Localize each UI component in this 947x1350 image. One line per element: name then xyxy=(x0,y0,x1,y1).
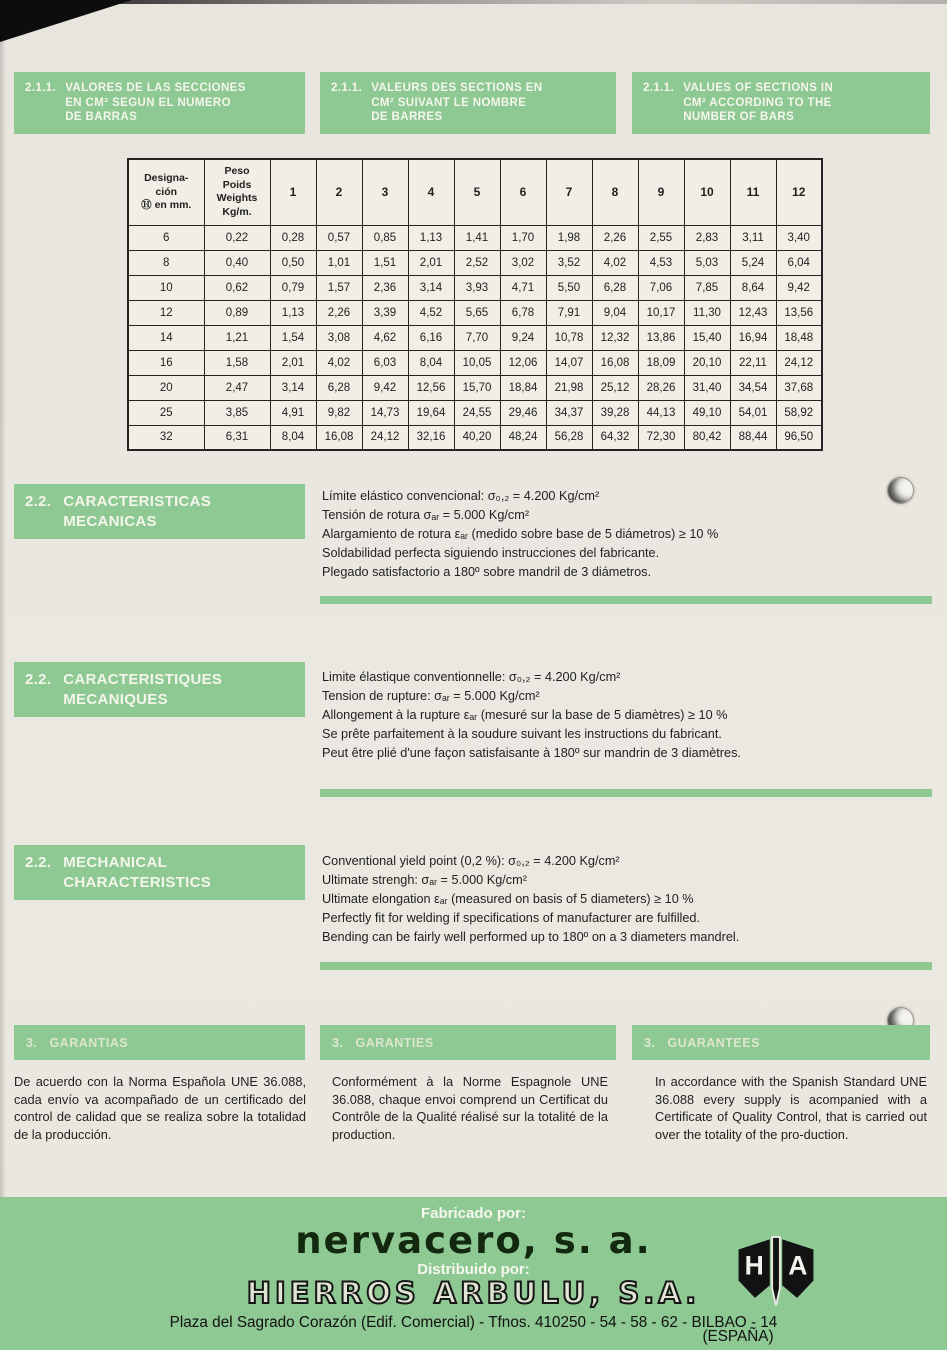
weight-cell: 0,40 xyxy=(204,250,270,275)
mech-label-en xyxy=(14,845,305,900)
bar-count-header: 1 xyxy=(270,159,316,225)
manufacturer-logotype: nervacero, s. a. xyxy=(295,1219,652,1262)
section-value-cell: 24,12 xyxy=(776,350,822,375)
section-value-cell: 9,82 xyxy=(316,400,362,425)
green-divider xyxy=(320,962,932,970)
table-row xyxy=(128,375,822,400)
section-value-cell: 0,85 xyxy=(362,225,408,250)
header-line: VALEURS DES SECTIONS EN xyxy=(371,82,543,94)
designation-cell: 8 xyxy=(128,250,204,275)
weight-cell: 0,22 xyxy=(204,225,270,250)
designation-cell: 12 xyxy=(128,300,204,325)
designation-header-line: Ⓗ en mm. xyxy=(141,199,192,211)
header-line: NUMBER OF BARS xyxy=(683,111,795,123)
bar-count-header: 11 xyxy=(730,159,776,225)
table-row xyxy=(128,350,822,375)
bar-count-header: 2 xyxy=(316,159,362,225)
section-value-cell: 18,48 xyxy=(776,325,822,350)
table-row xyxy=(128,400,822,425)
mech-line: Conventional yield point (0,2 %): σ₀,₂ = 4.200 Kg/cm² xyxy=(322,854,620,868)
section-value-cell: 21,98 xyxy=(546,375,592,400)
designation-cell: 20 xyxy=(128,375,204,400)
section-value-cell: 9,42 xyxy=(776,275,822,300)
guarantee-title: GUARANTEES xyxy=(667,1035,760,1050)
section-value-cell: 4,02 xyxy=(316,350,362,375)
designation-header xyxy=(128,159,204,225)
section-number: 2.2. xyxy=(25,493,52,510)
scan-left-edge xyxy=(0,0,6,1350)
section-value-cell: 2,55 xyxy=(638,225,684,250)
section-value-cell: 8,64 xyxy=(730,275,776,300)
section-value-cell: 10,17 xyxy=(638,300,684,325)
table-header-row xyxy=(128,159,822,225)
sections-table-wrap xyxy=(127,158,823,451)
table-row xyxy=(128,325,822,350)
section-value-cell: 14,73 xyxy=(362,400,408,425)
mech-title-line: CARACTERISTICAS xyxy=(63,493,212,510)
section-value-cell: 9,42 xyxy=(362,375,408,400)
section-value-cell: 34,37 xyxy=(546,400,592,425)
section-value-cell: 5,24 xyxy=(730,250,776,275)
distribuido-label: Distribuido por: xyxy=(417,1261,530,1278)
section-value-cell: 0,50 xyxy=(270,250,316,275)
table-row xyxy=(128,275,822,300)
header-line: DE BARRAS xyxy=(65,111,138,123)
section-value-cell: 14,07 xyxy=(546,350,592,375)
section-value-cell: 2,26 xyxy=(316,300,362,325)
section-value-cell: 7,06 xyxy=(638,275,684,300)
green-divider xyxy=(320,596,932,604)
section-value-cell: 31,40 xyxy=(684,375,730,400)
section-value-cell: 5,65 xyxy=(454,300,500,325)
weight-header-line: Peso xyxy=(224,165,250,178)
designation-header-line: Designa- xyxy=(144,172,189,184)
section-value-cell: 3,93 xyxy=(454,275,500,300)
distributor-logotype: HIERROS ARBULU, S.A. xyxy=(246,1276,701,1310)
guarantee-paragraph-fr: Conformément à la Norme Espagnole UNE 36.088, chaque envoi comprend un Certificat du Contrôle de la Qualité réalisé sur la totalité de la production. xyxy=(332,1074,608,1142)
section-value-cell: 24,12 xyxy=(362,425,408,450)
header-line: VALORES DE LAS SECCIONES xyxy=(65,82,246,94)
guarantee-header-fr xyxy=(320,1025,616,1060)
section-value-cell: 37,68 xyxy=(776,375,822,400)
mech-line: Alargamiento de rotura εₐᵣ (medido sobre base de 5 diámetros) ≥ 10 % xyxy=(322,527,719,541)
guarantee-header-es xyxy=(14,1025,305,1060)
weight-cell: 1,21 xyxy=(204,325,270,350)
section-value-cell: 1,41 xyxy=(454,225,500,250)
section-value-cell: 8,04 xyxy=(408,350,454,375)
bar-count-header: 5 xyxy=(454,159,500,225)
mech-label-es xyxy=(14,484,305,539)
mech-line: Peut être plié d'une façon satisfaisante à 180º sur mandrin de 3 diamètres. xyxy=(322,746,741,760)
weight-cell: 6,31 xyxy=(204,425,270,450)
section-value-cell: 6,28 xyxy=(592,275,638,300)
section-value-cell: 3,52 xyxy=(546,250,592,275)
section-number: 3. xyxy=(644,1035,656,1050)
mech-line: Plegado satisfactorio a 180º sobre mandril de 3 diámetros. xyxy=(322,565,652,579)
section-value-cell: 40,20 xyxy=(454,425,500,450)
bar-count-header: 8 xyxy=(592,159,638,225)
section-value-cell: 32,16 xyxy=(408,425,454,450)
section-value-cell: 3,08 xyxy=(316,325,362,350)
designation-cell: 32 xyxy=(128,425,204,450)
weight-header xyxy=(204,159,270,225)
section-value-cell: 9,04 xyxy=(592,300,638,325)
section-value-cell: 2,52 xyxy=(454,250,500,275)
bar-count-header: 7 xyxy=(546,159,592,225)
section-value-cell: 22,11 xyxy=(730,350,776,375)
section-value-cell: 7,70 xyxy=(454,325,500,350)
weight-cell: 1,58 xyxy=(204,350,270,375)
section-value-cell: 29,46 xyxy=(500,400,546,425)
designation-cell: 16 xyxy=(128,350,204,375)
section-value-cell: 1,70 xyxy=(500,225,546,250)
section-header-lines xyxy=(683,81,833,134)
section-value-cell: 9,24 xyxy=(500,325,546,350)
section-value-cell: 4,53 xyxy=(638,250,684,275)
section-value-cell: 5,03 xyxy=(684,250,730,275)
emblem-letter-a: A xyxy=(788,1250,808,1281)
section-value-cell: 3,02 xyxy=(500,250,546,275)
footer-band xyxy=(0,1197,947,1350)
mech-line: Soldabilidad perfecta siguiendo instrucciones del fabricante. xyxy=(322,546,660,560)
header-line: DE BARRES xyxy=(371,111,443,123)
weight-header-line: Poids xyxy=(222,178,252,191)
mech-line: Ultimate strengh: σₐᵣ = 5.000 Kg/cm² xyxy=(322,873,527,887)
section-value-cell: 18,84 xyxy=(500,375,546,400)
section-header-en xyxy=(632,72,930,134)
table-row xyxy=(128,425,822,450)
guarantee-title: GARANTIES xyxy=(355,1035,434,1050)
green-divider xyxy=(320,789,932,797)
section-value-cell: 3,11 xyxy=(730,225,776,250)
section-value-cell: 6,78 xyxy=(500,300,546,325)
section-value-cell: 4,52 xyxy=(408,300,454,325)
table-row xyxy=(128,300,822,325)
section-value-cell: 96,50 xyxy=(776,425,822,450)
section-value-cell: 8,04 xyxy=(270,425,316,450)
weight-cell: 3,85 xyxy=(204,400,270,425)
section-value-cell: 7,91 xyxy=(546,300,592,325)
emblem-letter-h: H xyxy=(744,1250,764,1281)
sections-table xyxy=(127,158,823,451)
section-header-fr xyxy=(320,72,616,134)
hierros-arbulu-emblem-icon xyxy=(737,1235,815,1317)
mech-line: Tensión de rotura σₐᵣ = 5.000 Kg/cm² xyxy=(322,508,530,522)
section-value-cell: 12,43 xyxy=(730,300,776,325)
guarantee-paragraph-es: De acuerdo con la Norma Española UNE 36.088, cada envío va acompañado de un certificado del control de calidad que se realiza sobre la totalidad de la producción. xyxy=(14,1074,306,1142)
section-value-cell: 6,16 xyxy=(408,325,454,350)
mech-title-line: MECANIQUES xyxy=(63,690,168,708)
section-value-cell: 1,01 xyxy=(316,250,362,275)
section-value-cell: 2,01 xyxy=(408,250,454,275)
section-value-cell: 6,04 xyxy=(776,250,822,275)
address-line: Plaza del Sagrado Corazón (Edif. Comercial) - Tfnos. 410250 - 54 - 58 - 62 - BILBAO - 14 xyxy=(169,1314,778,1331)
section-value-cell: 12,32 xyxy=(592,325,638,350)
section-header-lines xyxy=(65,81,246,134)
mech-title xyxy=(63,492,211,539)
section-value-cell: 39,28 xyxy=(592,400,638,425)
section-value-cell: 34,54 xyxy=(730,375,776,400)
designation-cell: 14 xyxy=(128,325,204,350)
mech-text-en xyxy=(322,852,936,947)
designation-header-line: ción xyxy=(155,185,178,198)
mech-label-fr xyxy=(14,662,305,717)
section-value-cell: 48,24 xyxy=(500,425,546,450)
section-value-cell: 11,30 xyxy=(684,300,730,325)
section-number: 2.1.1. xyxy=(331,82,363,94)
header-line: EN CM² SEGUN EL NUMERO xyxy=(65,96,231,109)
section-value-cell: 54,01 xyxy=(730,400,776,425)
section-value-cell: 10,78 xyxy=(546,325,592,350)
mech-title xyxy=(63,853,211,900)
guarantee-header-en xyxy=(632,1025,930,1060)
designation-cell: 25 xyxy=(128,400,204,425)
fabricado-label: Fabricado por: xyxy=(420,1205,526,1222)
weight-header-line: Kg/m. xyxy=(222,205,252,218)
bar-count-header: 10 xyxy=(684,159,730,225)
guarantee-title: GARANTIAS xyxy=(49,1035,129,1050)
mech-line: Bending can be fairly well performed up to 180º on a 3 diameters mandrel. xyxy=(322,930,740,944)
section-number: 3. xyxy=(332,1035,344,1050)
section-value-cell: 2,83 xyxy=(684,225,730,250)
section-value-cell: 1,13 xyxy=(270,300,316,325)
section-value-cell: 12,06 xyxy=(500,350,546,375)
designation-cell: 10 xyxy=(128,275,204,300)
country-line: (ESPAÑA) xyxy=(702,1328,774,1345)
section-value-cell: 25,12 xyxy=(592,375,638,400)
section-value-cell: 16,08 xyxy=(592,350,638,375)
mech-title-line: CHARACTERISTICS xyxy=(63,873,212,891)
section-header-es xyxy=(14,72,305,134)
header-line: VALUES OF SECTIONS IN xyxy=(683,82,834,94)
section-value-cell: 4,02 xyxy=(592,250,638,275)
table-row xyxy=(128,225,822,250)
section-value-cell: 88,44 xyxy=(730,425,776,450)
section-number: 2.2. xyxy=(25,671,52,688)
section-value-cell: 1,57 xyxy=(316,275,362,300)
mech-title-line: MECANICAS xyxy=(63,512,157,530)
section-value-cell: 56,28 xyxy=(546,425,592,450)
section-value-cell: 6,03 xyxy=(362,350,408,375)
section-value-cell: 13,56 xyxy=(776,300,822,325)
bar-count-header: 3 xyxy=(362,159,408,225)
section-value-cell: 10,05 xyxy=(454,350,500,375)
section-value-cell: 12,56 xyxy=(408,375,454,400)
section-value-cell: 18,09 xyxy=(638,350,684,375)
section-value-cell: 2,26 xyxy=(592,225,638,250)
bar-count-header: 6 xyxy=(500,159,546,225)
section-value-cell: 28,26 xyxy=(638,375,684,400)
header-line: CM² SUIVANT LE NOMBRE xyxy=(371,96,527,109)
section-value-cell: 80,42 xyxy=(684,425,730,450)
header-line: CM² ACCORDING TO THE xyxy=(683,96,832,109)
section-value-cell: 16,08 xyxy=(316,425,362,450)
weight-cell: 2,47 xyxy=(204,375,270,400)
section-value-cell: 3,39 xyxy=(362,300,408,325)
section-value-cell: 20,10 xyxy=(684,350,730,375)
section-value-cell: 3,14 xyxy=(270,375,316,400)
section-value-cell: 2,01 xyxy=(270,350,316,375)
table-row xyxy=(128,250,822,275)
section-number: 2.2. xyxy=(25,854,52,871)
scan-corner-shadow xyxy=(0,0,132,42)
section-value-cell: 0,57 xyxy=(316,225,362,250)
weight-header-line: Weights xyxy=(216,192,258,205)
section-value-cell: 4,91 xyxy=(270,400,316,425)
section-value-cell: 49,10 xyxy=(684,400,730,425)
bar-count-header: 4 xyxy=(408,159,454,225)
section-value-cell: 6,28 xyxy=(316,375,362,400)
section-value-cell: 58,92 xyxy=(776,400,822,425)
section-value-cell: 19,64 xyxy=(408,400,454,425)
section-value-cell: 15,40 xyxy=(684,325,730,350)
section-value-cell: 5,50 xyxy=(546,275,592,300)
designation-cell: 6 xyxy=(128,225,204,250)
mech-title-line: CARACTERISTIQUES xyxy=(63,671,223,688)
section-value-cell: 1,54 xyxy=(270,325,316,350)
section-value-cell: 2,36 xyxy=(362,275,408,300)
mech-text-es xyxy=(322,487,936,582)
section-value-cell: 15,70 xyxy=(454,375,500,400)
mech-line: Allongement à la rupture εₐᵣ (mesuré sur la base de 5 diamètres) ≥ 10 % xyxy=(322,708,728,722)
section-number: 3. xyxy=(26,1035,38,1050)
section-table-body xyxy=(128,225,822,450)
section-value-cell: 16,94 xyxy=(730,325,776,350)
mech-title-line: MECHANICAL xyxy=(63,854,168,871)
bar-count-header: 9 xyxy=(638,159,684,225)
mech-line: Limite élastique conventionnelle: σ₀,₂ = 4.200 Kg/cm² xyxy=(322,670,621,684)
bar-count-header: 12 xyxy=(776,159,822,225)
section-value-cell: 3,40 xyxy=(776,225,822,250)
mech-text-fr xyxy=(322,668,936,763)
section-value-cell: 1,51 xyxy=(362,250,408,275)
scan-top-edge xyxy=(0,0,947,4)
section-header-lines xyxy=(371,81,542,134)
section-value-cell: 7,85 xyxy=(684,275,730,300)
section-value-cell: 1,98 xyxy=(546,225,592,250)
section-value-cell: 24,55 xyxy=(454,400,500,425)
section-value-cell: 3,14 xyxy=(408,275,454,300)
section-number: 2.1.1. xyxy=(643,82,675,94)
section-value-cell: 4,62 xyxy=(362,325,408,350)
section-value-cell: 13,86 xyxy=(638,325,684,350)
mech-line: Ultimate elongation εₐᵣ (measured on basis of 5 diameters) ≥ 10 % xyxy=(322,892,694,906)
section-value-cell: 64,32 xyxy=(592,425,638,450)
mech-line: Se prête parfaitement à la soudure suivant les instructions du fabricant. xyxy=(322,727,722,741)
mech-line: Tension de rupture: σₐᵣ = 5.000 Kg/cm² xyxy=(322,689,540,703)
section-number: 2.1.1. xyxy=(25,82,57,94)
guarantee-paragraph-en: In accordance with the Spanish Standard UNE 36.088 every supply is acompanied with a Certificate of Quality Control, that is carried out over the totality of the pro-duction. xyxy=(655,1074,927,1142)
section-value-cell: 0,79 xyxy=(270,275,316,300)
mech-line: Perfectly fit for welding if specifications of manufacturer are fulfilled. xyxy=(322,911,700,925)
section-value-cell: 0,28 xyxy=(270,225,316,250)
section-value-cell: 44,13 xyxy=(638,400,684,425)
section-value-cell: 72,30 xyxy=(638,425,684,450)
section-value-cell: 4,71 xyxy=(500,275,546,300)
mech-title xyxy=(63,670,222,717)
weight-cell: 0,62 xyxy=(204,275,270,300)
mech-line: Límite elástico convencional: σ₀,₂ = 4.200 Kg/cm² xyxy=(322,489,600,503)
section-value-cell: 1,13 xyxy=(408,225,454,250)
weight-cell: 0,89 xyxy=(204,300,270,325)
